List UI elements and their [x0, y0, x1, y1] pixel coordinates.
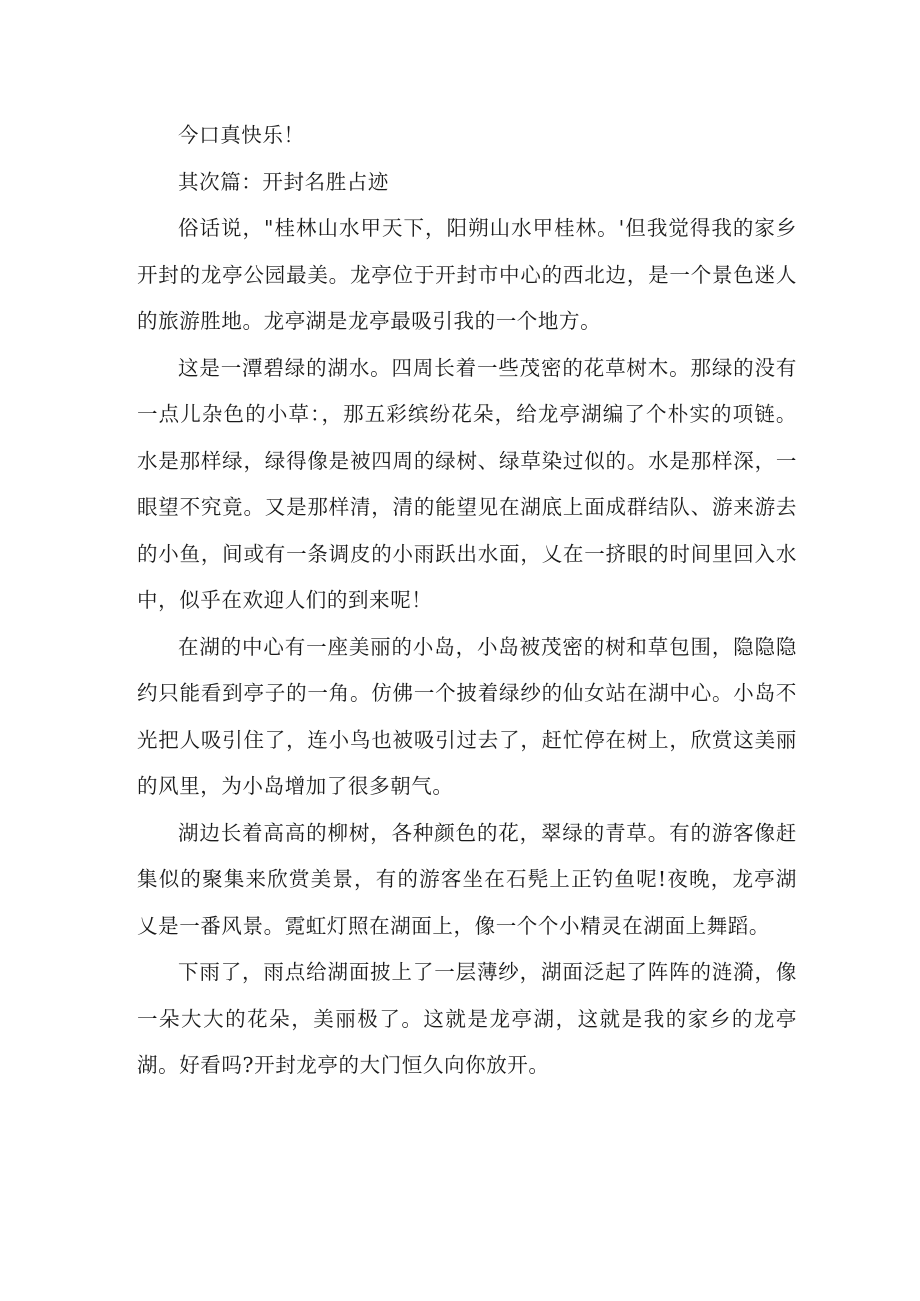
document-body [137, 112, 797, 1089]
paragraph: 这是一潭碧绿的湖水。四周长着一些茂密的花草树木。那绿的没有一点儿杂色的小草：，那五彩缤纷花朵，给龙亭湖编了个朴实的项链。水是那样绿，绿得像是被四周的绿树、绿草染过似的。水是那样深，一眼望不究竟。又是那样清，清的能望见在湖底上面成群结队、游来游去的小鱼，间或有一条调皮的小雨跃出水面，乂在一挤眼的时间里回入水中，似乎在欢迎人们的到来呢！ [137, 355, 797, 612]
paragraph: 下雨了，雨点给湖面披上了一层薄纱，湖面泛起了阵阵的涟漪，像一朵大大的花朵，美丽极了。这就是龙亭湖，这就是我的家乡的龙亭湖。好看吗?开封龙亭的大门恒久向你放开。 [137, 960, 797, 1077]
paragraph: 在湖的中心有一座美丽的小岛，小岛被茂密的树和草包围，隐隐隐约只能看到亭子的一角。仿佛一个披着绿纱的仙女站在湖中心。小岛不光把人吸引住了，连小鸟也被吸引过去了，赶忙停在树上，欣赏这美丽的风里，为小岛增加了很多朝气。 [137, 634, 797, 798]
paragraph: 湖边长着高高的柳树，各种颜色的花，翠绿的青草。有的游客像赶集似的聚集来欣赏美景，有的游客坐在石髡上正钓鱼呢!夜晚，龙亭湖乂是一番风景。霓虹灯照在湖面上，像一个个小精灵在湖面上舞蹈。 [137, 820, 797, 938]
paragraph-section-title: 其次篇：开封名胜占迹 [178, 169, 389, 194]
paragraph: 俗话说，"桂林山水甲天下，阳朔山水甲桂林。'但我觉得我的家乡开封的龙亭公园最美。龙亭位于开封市中心的西北边，是一个景色迷人的旅游胜地。龙亭湖是龙亭最吸引我的一个地方。 [137, 216, 797, 333]
paragraph-closing-line: 今口真快乐！ [178, 123, 305, 147]
